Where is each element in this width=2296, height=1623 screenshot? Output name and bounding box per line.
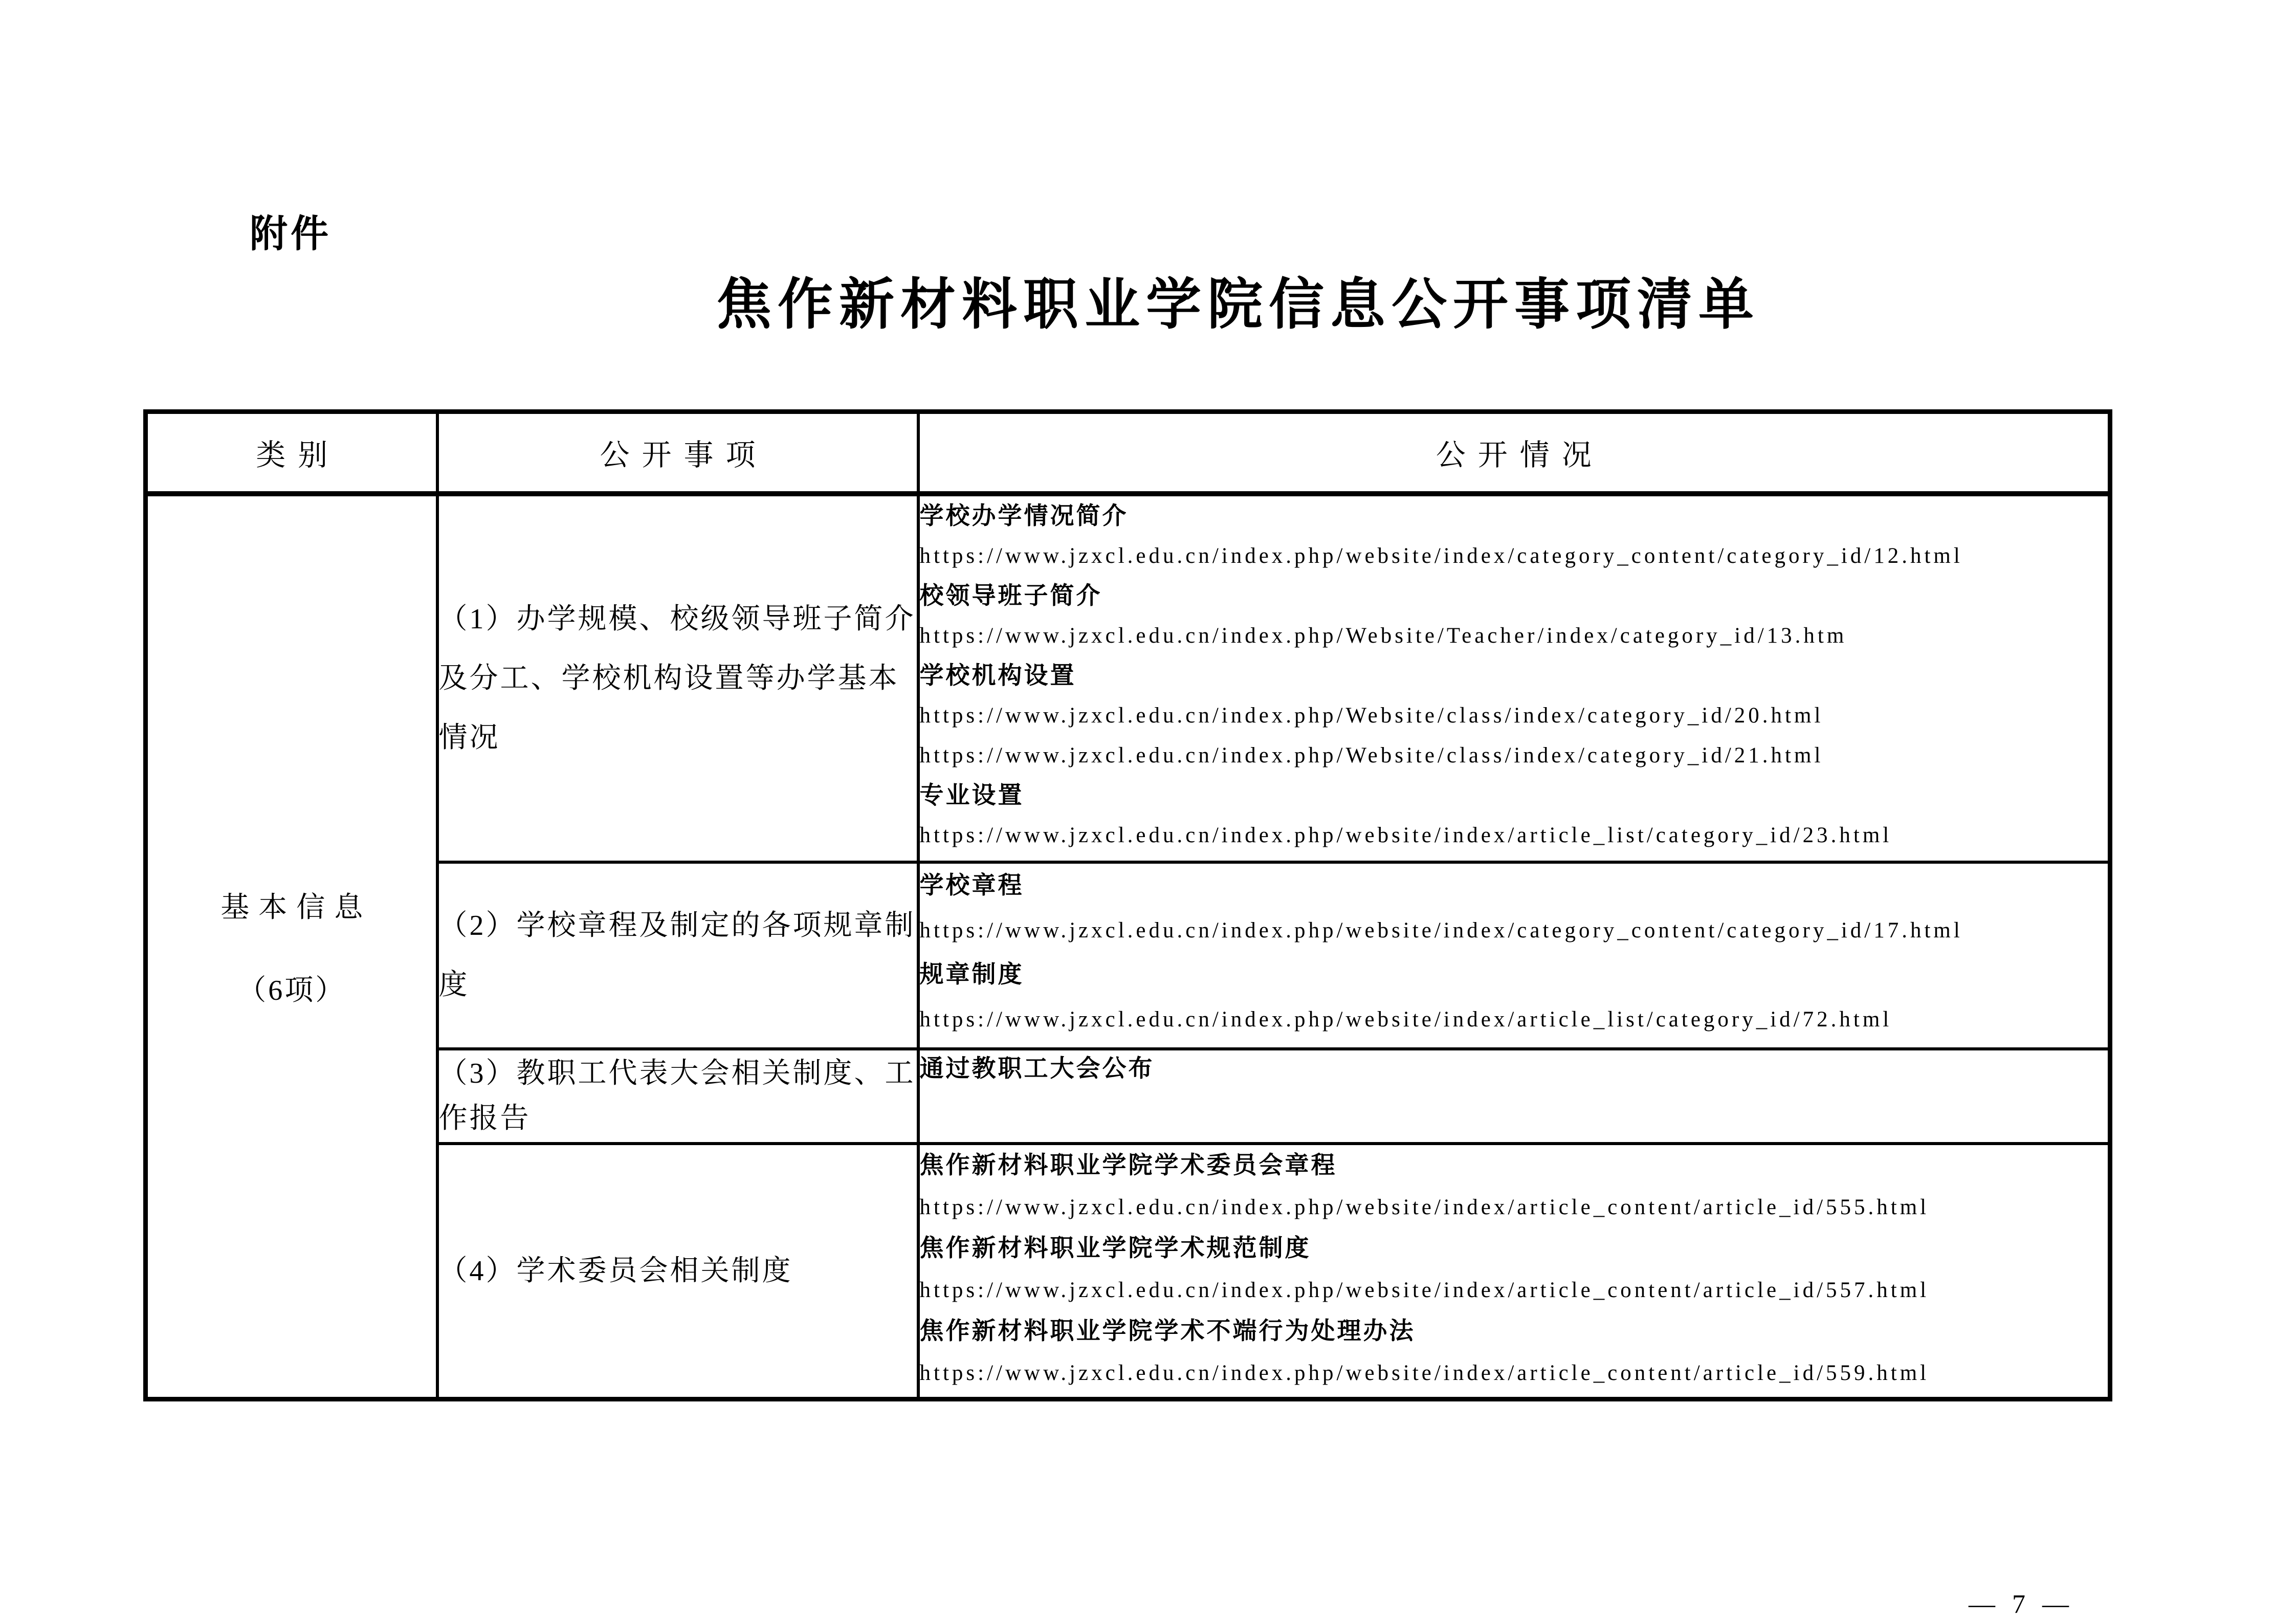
table-row (146, 862, 2110, 1049)
detail-url: https://www.jzxcl.edu.cn/index.php/website/index/category_content/category_id/12.html (919, 543, 1963, 568)
detail-url: https://www.jzxcl.edu.cn/index.php/website/index/category_content/category_id/17.html (919, 918, 1963, 942)
detail-url: https://www.jzxcl.edu.cn/index.php/website/index/article_content/article_id/555.html (919, 1195, 1930, 1219)
detail-label: 学校机构设置 (919, 662, 1076, 689)
column-header-item: 公开事项 (437, 412, 918, 494)
detail-cell-4 (918, 1144, 2110, 1399)
detail-url: https://www.jzxcl.edu.cn/index.php/website/index/article_list/category_id/72.html (919, 1007, 1892, 1032)
attachment-label: 附件 (250, 213, 332, 255)
item-cell-2 (437, 862, 918, 1049)
category-cell (146, 494, 437, 1399)
item-cell-4 (437, 1144, 918, 1399)
table-row (146, 1049, 2110, 1144)
detail-label: 校领导班子简介 (919, 582, 1102, 609)
item-cell-3 (437, 1049, 918, 1144)
detail-label: 焦作新材料职业学院学术不端行为处理办法 (919, 1318, 1416, 1345)
detail-url: https://www.jzxcl.edu.cn/index.php/Website/class/index/category_id/20.html (919, 703, 1824, 728)
detail-url: https://www.jzxcl.edu.cn/index.php/Website/Teacher/index/category_id/13.htm (919, 623, 1847, 648)
detail-url: https://www.jzxcl.edu.cn/index.php/website/index/article_content/article_id/559.html (919, 1361, 1930, 1385)
table-row (146, 1144, 2110, 1399)
column-header-status: 公开情况 (918, 412, 2110, 494)
item-text: （4）学术委员会相关制度 (438, 1255, 793, 1287)
page-title: 焦作新材料职业学院信息公开事项清单 (716, 275, 1760, 336)
detail-cell-3 (918, 1049, 2110, 1144)
detail-label: 专业设置 (919, 782, 1024, 809)
detail-label: 焦作新材料职业学院学术规范制度 (919, 1235, 1311, 1262)
item-text: （3）教职工代表大会相关制度、工作报告 (438, 1058, 916, 1134)
detail-url: https://www.jzxcl.edu.cn/index.php/Website/class/index/category_id/21.html (919, 743, 1824, 767)
detail-label: 通过教职工大会公布 (919, 1055, 1155, 1082)
item-text: （1）办学规模、校级领导班子简介及分工、学校机构设置等办学基本情况 (438, 603, 916, 754)
detail-url: https://www.jzxcl.edu.cn/index.php/website/index/article_list/category_id/23.html (919, 823, 1892, 847)
page-number: — 7 — (1969, 1590, 2074, 1619)
table-header-row (146, 412, 2110, 494)
category-name: 基本信息 (220, 891, 372, 924)
detail-label: 学校章程 (919, 872, 1024, 899)
disclosure-table (143, 409, 2112, 1401)
detail-label: 规章制度 (919, 961, 1024, 988)
detail-cell-1 (918, 494, 2110, 862)
category-count: （6项） (237, 974, 346, 1006)
detail-url: https://www.jzxcl.edu.cn/index.php/website/index/article_content/article_id/557.html (919, 1278, 1930, 1302)
item-cell-1 (437, 494, 918, 862)
detail-label: 学校办学情况简介 (919, 502, 1129, 530)
column-header-category: 类别 (146, 412, 437, 494)
item-text: （2）学校章程及制定的各项规章制度 (438, 910, 916, 1001)
detail-cell-2 (918, 862, 2110, 1049)
table-row (146, 494, 2110, 862)
detail-label: 焦作新材料职业学院学术委员会章程 (919, 1152, 1337, 1179)
